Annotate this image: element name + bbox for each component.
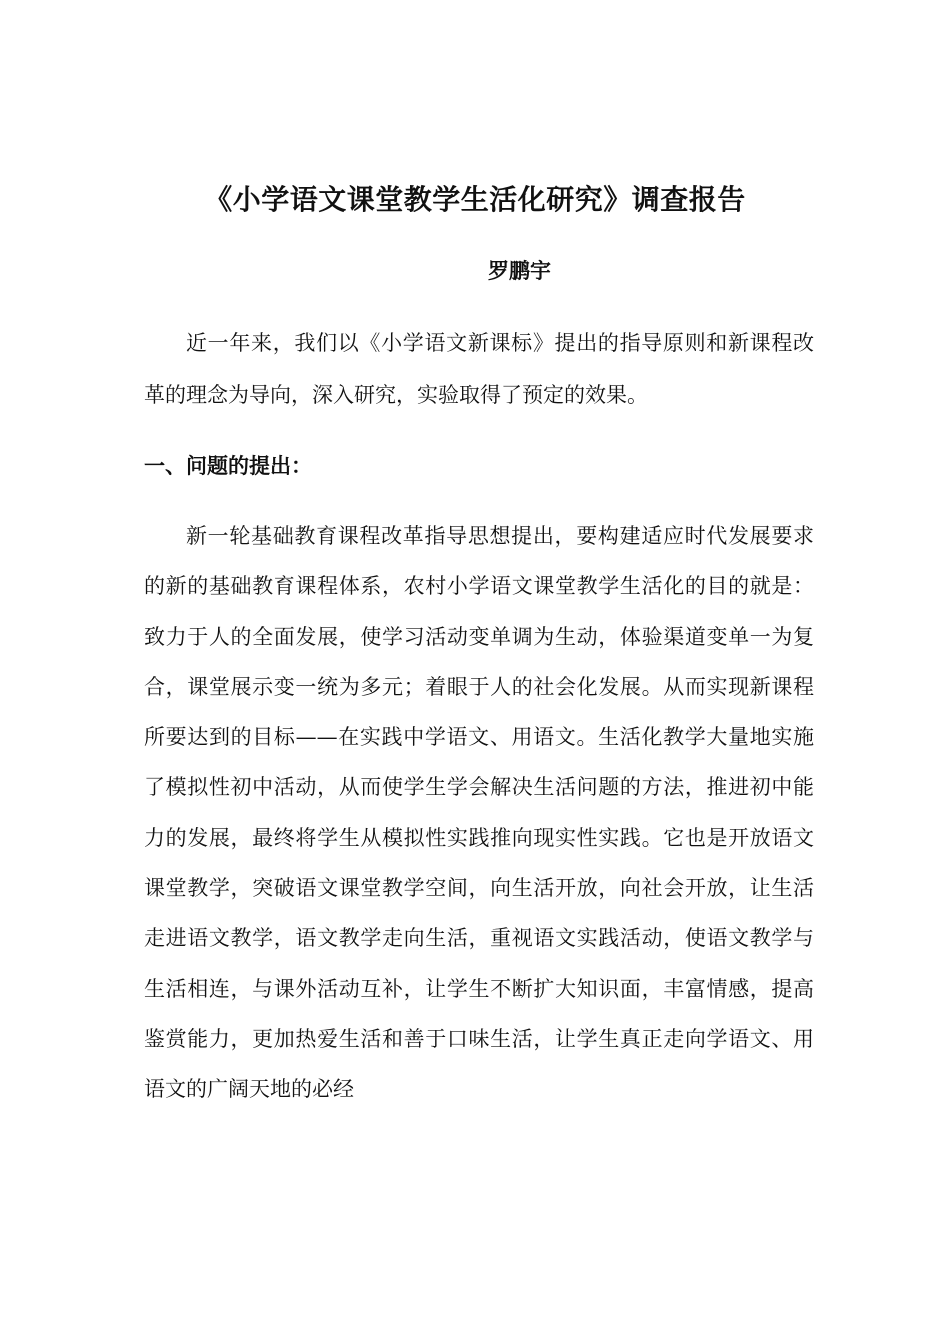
- author-name: 罗鹏宇: [488, 258, 551, 283]
- section-paragraph: 新一轮基础教育课程改革指导思想提出，要构建适应时代发展要求的新的基础教育课程体系，农村小学语文课堂教学生活化的目的就是：致力于人的全面发展，使学习活动变单调为生动，体验渠道变单一为复合，课堂展示变一统为多元；着眼于人的社会化发展。从而实现新课程所要达到的目标——在实践中学语文、用语文。生活化教学大量地实施了模拟性初中活动，从而使学生学会解决生活问题的方法，推进初中能力的发展，最终将学生从模拟性实践推向现实性实践。它也是开放语文课堂教学，突破语文课堂教学空间，向生活开放，向社会开放，让生活走进语文教学，语文教学走向生活，重视语文实践活动，使语文教学与生活相连，与课外活动互补，让学生不断扩大知识面，丰富情感，提高鉴赏能力，更加热爱生活和善于口味生活，让学生真正走向学语文、用语文的广阔天地的必经: [144, 524, 814, 1102]
- section-heading: 一、问题的提出：: [144, 453, 312, 478]
- intro-paragraph: 近一年来，我们以《小学语文新课标》提出的指导原则和新课程改革的理念为导向，深入研究，实验取得了预定的效果。: [144, 331, 814, 407]
- document-title: 《小学语文课堂教学生活化研究》调查报告: [204, 183, 746, 216]
